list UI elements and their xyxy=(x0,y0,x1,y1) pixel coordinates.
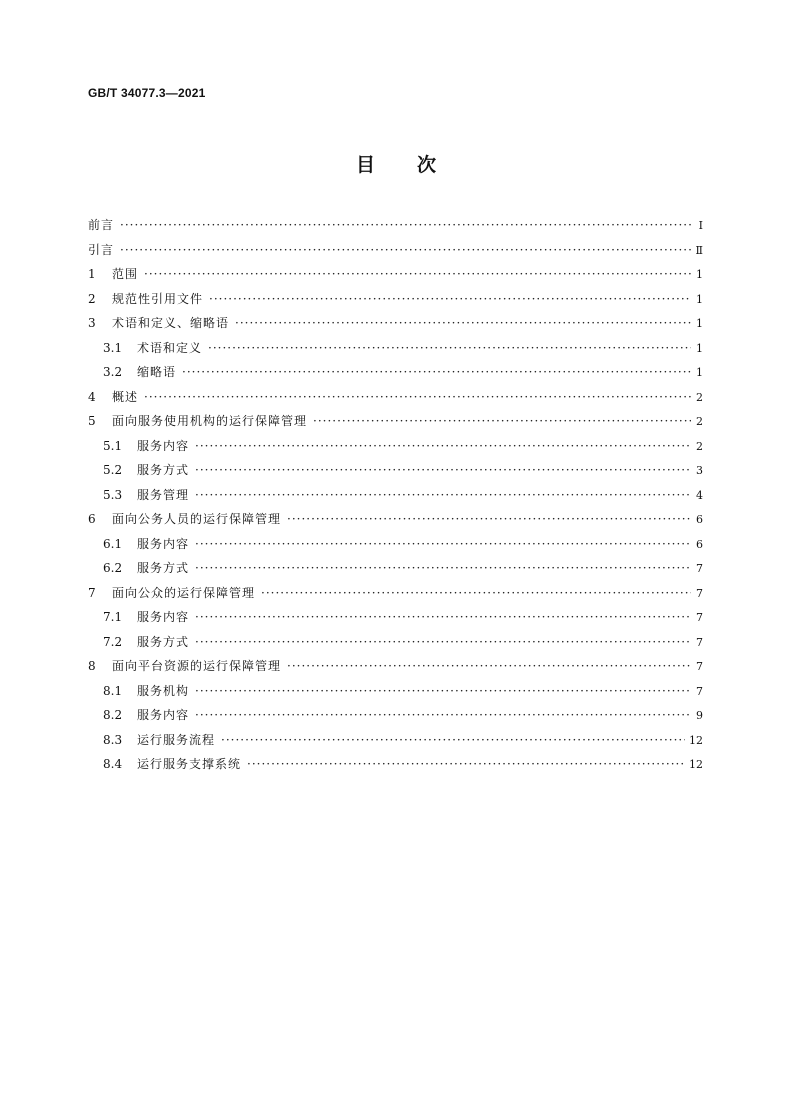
toc-entry-label: 服务方式 xyxy=(137,463,190,477)
toc-entry-label: 规范性引用文件 xyxy=(112,291,204,306)
toc-entry-label: 运行服务支撑系统 xyxy=(137,757,242,771)
toc-entry-number: 2 xyxy=(88,291,96,306)
toc-entry-page-number: 2 xyxy=(696,439,703,453)
toc-entry-label: 范围 xyxy=(112,267,139,281)
page-title xyxy=(0,150,792,177)
toc-entry[interactable] xyxy=(88,584,703,609)
toc-entry[interactable] xyxy=(88,461,703,486)
toc-dot-leader xyxy=(208,341,691,355)
toc-entry-label: 服务方式 xyxy=(137,561,190,575)
toc-entry-number: 3 xyxy=(88,316,96,330)
toc-entry-number: 6.2 xyxy=(103,561,123,575)
toc-entry-page-number: 1 xyxy=(696,292,703,306)
toc-entry-page-number: 7 xyxy=(696,635,703,649)
toc-dot-leader xyxy=(247,757,685,771)
toc-entry-page-number: 1 xyxy=(696,341,703,355)
toc-entry-page-number: 2 xyxy=(696,415,703,428)
toc-entry-page-number: 1 xyxy=(696,366,703,379)
toc-dot-leader xyxy=(120,243,691,257)
toc-entry[interactable] xyxy=(88,608,703,633)
toc-entry-page-number: 7 xyxy=(696,660,703,673)
toc-entry-page-number: 7 xyxy=(696,611,703,624)
toc-entry-page-number: 7 xyxy=(696,684,703,698)
toc-entry-number: 8.3 xyxy=(103,732,123,747)
toc-entry-label: 术语和定义、缩略语 xyxy=(112,316,230,330)
toc-dot-leader xyxy=(182,365,691,379)
toc-dot-leader xyxy=(195,463,691,477)
toc-dot-leader xyxy=(195,488,691,502)
toc-entry-page-number: 6 xyxy=(696,537,703,551)
toc-entry-number: 3.1 xyxy=(103,340,123,355)
toc-entry[interactable] xyxy=(88,241,703,266)
toc-entry[interactable] xyxy=(88,682,703,707)
toc-entry-label: 服务内容 xyxy=(137,438,190,453)
toc-entry-page-number: 9 xyxy=(696,709,703,722)
toc-entry-label: 前言 xyxy=(88,218,115,232)
toc-entry-label: 服务机构 xyxy=(137,683,190,698)
toc-dot-leader xyxy=(195,708,691,722)
toc-dot-leader xyxy=(144,390,691,404)
toc-entry[interactable] xyxy=(88,510,703,535)
toc-dot-leader xyxy=(261,586,691,600)
toc-entry-page-number: 4 xyxy=(696,488,703,502)
toc-entry-label: 服务内容 xyxy=(137,708,190,722)
toc-entry-number: 5 xyxy=(88,414,96,428)
toc-entry-number: 7.2 xyxy=(103,634,123,649)
toc-dot-leader xyxy=(287,512,691,526)
toc-entry[interactable] xyxy=(88,216,703,241)
toc-entry[interactable] xyxy=(88,633,703,658)
toc-entry[interactable] xyxy=(88,339,703,364)
toc-entry-label: 术语和定义 xyxy=(137,340,203,355)
toc-entry-number: 7 xyxy=(88,585,96,600)
toc-entry[interactable] xyxy=(88,314,703,339)
toc-dot-leader xyxy=(195,610,691,624)
toc-entry-number: 1 xyxy=(88,267,96,281)
toc-dot-leader xyxy=(195,635,691,649)
toc-entry-label: 缩略语 xyxy=(137,365,177,379)
toc-entry-label: 面向平台资源的运行保障管理 xyxy=(112,659,282,673)
toc-entry[interactable] xyxy=(88,412,703,437)
toc-entry-number: 8 xyxy=(88,659,96,673)
toc-entry[interactable] xyxy=(88,388,703,413)
toc-entry-number: 7.1 xyxy=(103,610,123,624)
toc-entry-label: 服务内容 xyxy=(137,536,190,551)
toc-entry-number: 4 xyxy=(88,389,96,404)
toc-entry-page-number: Ⅱ xyxy=(695,243,703,257)
standard-code: GB/T 34077.3—2021 xyxy=(88,86,206,100)
toc-entry-page-number: 1 xyxy=(696,268,703,281)
table-of-contents xyxy=(88,216,703,780)
toc-dot-leader xyxy=(120,218,691,232)
toc-entry[interactable] xyxy=(88,437,703,462)
toc-entry[interactable] xyxy=(88,535,703,560)
toc-entry[interactable] xyxy=(88,706,703,731)
toc-entry-number: 5.1 xyxy=(103,438,123,453)
toc-entry-number: 5.3 xyxy=(103,487,123,502)
toc-dot-leader xyxy=(195,561,691,575)
toc-entry-label: 引言 xyxy=(88,242,115,257)
toc-dot-leader xyxy=(287,659,691,673)
toc-entry-number: 8.1 xyxy=(103,683,123,698)
toc-entry[interactable] xyxy=(88,755,703,780)
toc-dot-leader xyxy=(195,439,691,453)
toc-entry[interactable] xyxy=(88,657,703,682)
toc-entry-number: 8.4 xyxy=(103,757,123,771)
toc-entry-page-number: 3 xyxy=(696,464,703,477)
toc-entry-label: 服务内容 xyxy=(137,610,190,624)
toc-dot-leader xyxy=(313,414,691,428)
toc-entry-page-number: 7 xyxy=(696,586,703,600)
toc-entry-label: 概述 xyxy=(112,389,139,404)
toc-entry-label: 服务方式 xyxy=(137,634,190,649)
toc-entry[interactable] xyxy=(88,731,703,756)
toc-entry-label: 服务管理 xyxy=(137,487,190,502)
toc-entry-label: 面向公众的运行保障管理 xyxy=(112,585,256,600)
toc-dot-leader xyxy=(235,316,691,330)
toc-entry-page-number: Ⅰ xyxy=(698,219,703,232)
toc-entry[interactable] xyxy=(88,559,703,584)
toc-entry-page-number: 2 xyxy=(696,390,703,404)
toc-dot-leader xyxy=(144,267,691,281)
page-title-char-2: 次 xyxy=(417,154,437,176)
toc-entry-number: 6 xyxy=(88,512,96,526)
page-title-char-1: 目 xyxy=(355,154,375,176)
toc-dot-leader xyxy=(209,292,691,306)
toc-entry-page-number: 1 xyxy=(696,317,703,330)
toc-dot-leader xyxy=(195,537,691,551)
toc-entry-label: 面向公务人员的运行保障管理 xyxy=(112,512,282,526)
toc-entry-page-number: 6 xyxy=(696,513,703,526)
toc-entry-page-number: 12 xyxy=(689,758,703,771)
toc-entry-number: 3.2 xyxy=(103,365,123,379)
toc-entry[interactable] xyxy=(88,265,703,290)
toc-entry-page-number: 12 xyxy=(689,733,703,747)
toc-entry[interactable] xyxy=(88,290,703,315)
toc-entry[interactable] xyxy=(88,486,703,511)
toc-entry[interactable] xyxy=(88,363,703,388)
toc-entry-number: 6.1 xyxy=(103,536,123,551)
toc-entry-number: 5.2 xyxy=(103,463,123,477)
toc-entry-number: 8.2 xyxy=(103,708,123,722)
toc-entry-label: 面向服务使用机构的运行保障管理 xyxy=(112,414,308,428)
toc-dot-leader xyxy=(195,684,691,698)
toc-entry-page-number: 7 xyxy=(696,562,703,575)
toc-entry-label: 运行服务流程 xyxy=(137,732,216,747)
toc-dot-leader xyxy=(221,733,685,747)
